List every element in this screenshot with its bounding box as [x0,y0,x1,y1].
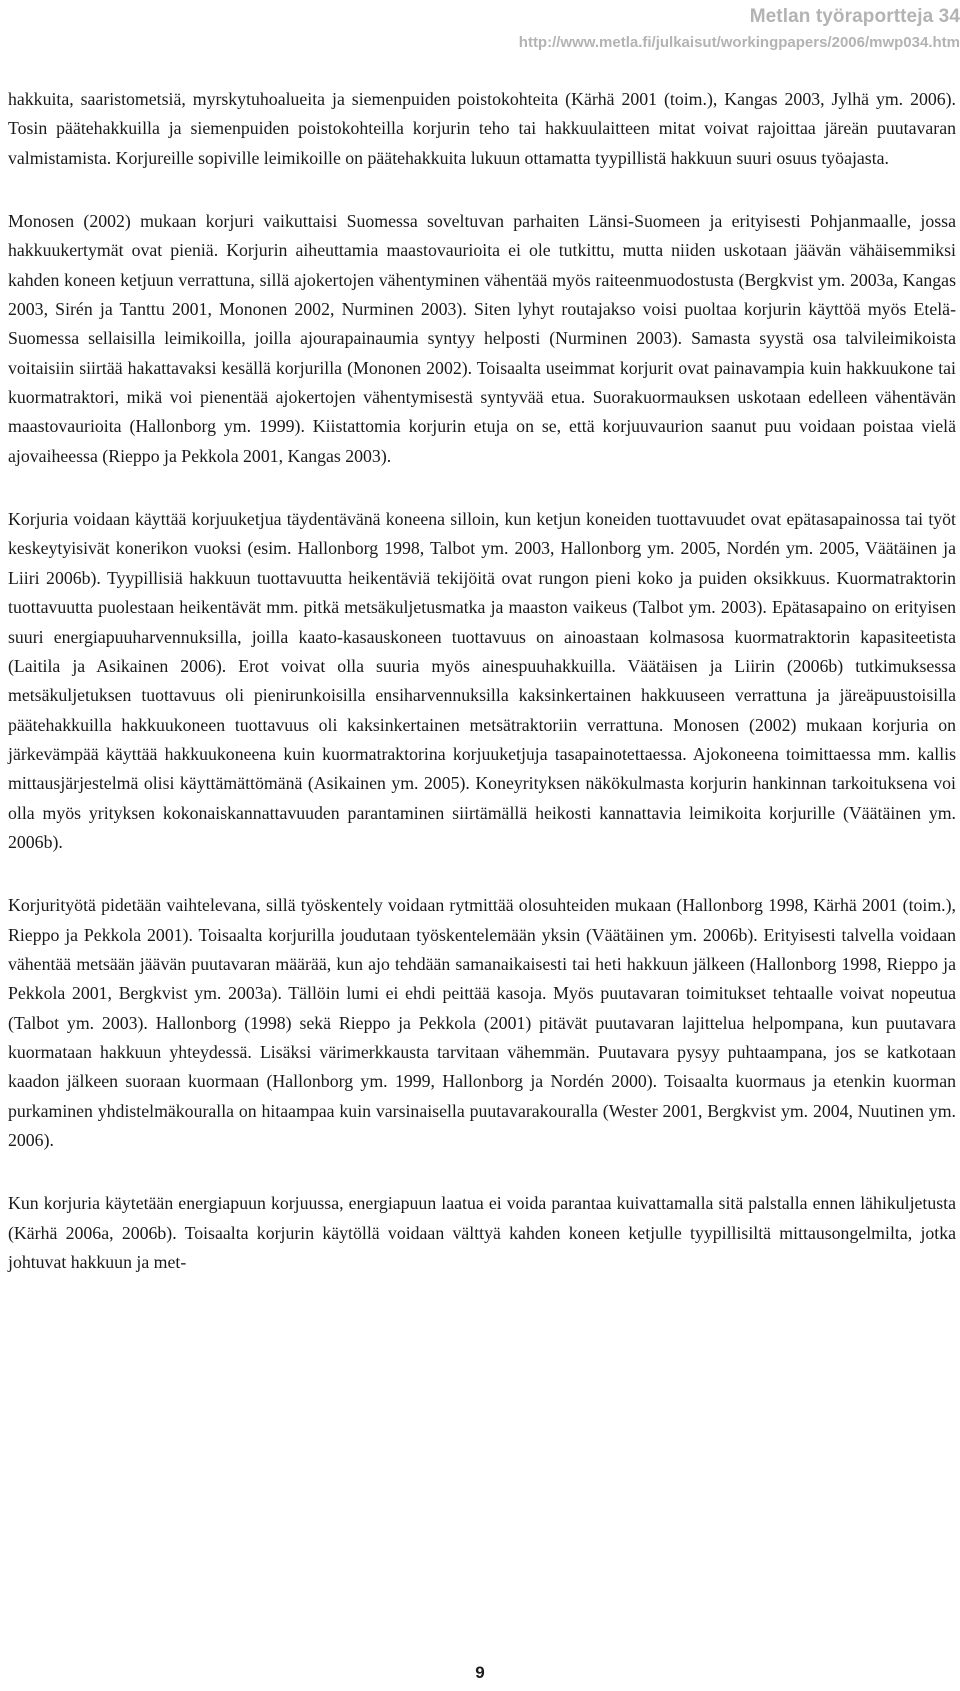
page-number: 9 [475,1663,485,1682]
paragraph-5: Kun korjuria käytetään energiapuun korjuussa, energiapuun laatua ei voida parantaa kuivattamalla sitä palstalla ennen lähikuljetusta (Kärhä 2006a, 2006b). Toisaalta korjurin käytöllä voidaan välttyä kahden koneen ketjulle tyypillisiltä mittausongelmilta, jotka johtuvat hakkuun ja met- [8,1193,956,1273]
series-title: Metlan työraportteja 34 [749,6,960,27]
paragraph-4: Korjurityötä pidetään vaihtelevana, sillä työskentely voidaan rytmittää olosuhteiden mukaan (Hallonborg 1998, Kärhä 2001 (toim.), Rieppo ja Pekkola 2001). Toisaalta korjurilla joudutaan työskentelemään yksin (Väätäinen ym. 2006b). Erityisesti talvella voidaan vähentää metsään jäävän puutavaran määrää, kun ajo tehdään samanaikaisesti tai heti hakkuun jälkeen (Hallonborg 1998, Rieppo ja Pekkola 2001, Bergkvist ym. 2003a). Tällöin lumi ei ehdi peittää kasoja. Myös puutavaran toimitukset tehtaalle voivat nopeutua (Talbot ym. 2003). Hallonborg (1998) sekä Rieppo ja Pekkola (2001) pitävät puutavaran lajittelua helpompana, kun puutavara kuormataan hakkuun yhteydessä. Lisäksi värimerkkausta tarvitaan vähemmän. Puutavara pysyy puhtaampana, jos se katkotaan kaadon jälkeen suoraan kuormaan (Hallonborg ym. 1999, Hallonborg ja Nordén 2000). Toisaalta kuormaus ja etenkin kuorman purkaminen yhdistelmäkouralla on hitaampaa kuin varsinaisella puutavarakouralla (Wester 2001, Bergkvist ym. 2004, Nuutinen ym. 2006). [8,895,956,1150]
header-url[interactable]: http://www.metla.fi/julkaisut/workingpapers/2006/mwp034.htm [518,34,960,51]
paragraph-1: hakkuita, saaristometsiä, myrskytuhoalueita ja siemenpuiden poistokohteita (Kärhä 2001 (toim.), Kangas 2003, Jylhä ym. 2006). Tosin päätehakkuilla ja siemenpuiden poistokohteilla korjurin teho tai hakkuulaitteen mitat voivat rajoittaa järeän puutavaran valmistamista. Korjureille sopiville leimikoille on päätehakkuita lukuun ottamatta tyypillistä hakkuun suuri osuus työajasta. [8,89,956,168]
paragraph-3: Korjuria voidaan käyttää korjuuketjua täydentävänä koneena silloin, kun ketjun koneiden tuottavuudet ovat epätasapainossa tai työt keskeytyisivät konerikon vuoksi (esim. Hallonborg 1998, Talbot ym. 2003, Hallonborg ym. 2005, Nordén ym. 2005, Väätäinen ja Liiri 2006b). Tyypillisiä hakkuun tuottavuutta heikentäviä tekijöitä ovat rungon pieni koko ja puiden oksikkuus. Kuormatraktorin tuottavuutta puolestaan heikentävät mm. pitkä metsäkuljetusmatka ja maaston vaikeus (Talbot ym. 2003). Epätasapaino on erityisen suuri energiapuuharvennuksilla, joilla kaato-kasauskoneen tuottavuus on ainoastaan kolmasosa kuormatraktorin kapasiteetista (Laitila ja Asikainen 2006). Erot voivat olla suuria myös ainespuuhakkuilla. Väätäisen ja Liirin (2006b) tutkimuksessa metsäkuljetuksen tuottavuus oli pienirunkoisilla ensiharvennuksilla kaksinkertainen hakkuuseen verrattuna ja järeäpuustoisilla päätehakkuilla hakkuukoneen tuottavuus oli kaksinkertainen metsätraktoriin verrattuna. Monosen (2002) mukaan korjuria on järkevämpää käyttää hakkuukoneena kuin kuormatraktorina korjuuketjuja tasapainotettaessa. Ajokoneena toimittaessa mm. kallis mittausjärjestelmä olisi käyttämättömänä (Asikainen ym. 2005). Koneyrityksen näkökulmasta korjurin hankinnan tarkoituksena voi olla myös yrityksen kokonaiskannattavuuden parantaminen siirtämällä heikosti kannattavia leimikoita korjurille (Väätäinen ym. 2006b). [8,509,956,852]
page-header [260,4,960,54]
body-text [8,83,956,1311]
paragraph-2: Monosen (2002) mukaan korjuri vaikuttaisi Suomessa soveltuvan parhaiten Länsi-Suomeen ja erityisesti Pohjanmaalle, jossa hakkuukertymät ovat pieniä. Korjurin aiheuttamia maastovaurioita ei ole tutkittu, mutta niiden uskotaan jäävän vähäisemmiksi kahden koneen ketjuun verrattuna, sillä ajokertojen vähentyminen vähentää myös raiteenmuodostusta (Bergkvist ym. 2003a, Kangas 2003, Sirén ja Tanttu 2001, Mononen 2002, Nurminen 2003). Siten lyhyt routajakso voisi puoltaa korjurin käyttöä myös Etelä-Suomessa sellaisilla leimikoilla, joilla ajourapainaumia syntyy helposti (Nurminen 2003). Samasta syystä osa talvileimikoista voitaisiin siirtää hakattavaksi kesällä korjurilla (Mononen 2002). Toisaalta useimmat korjurit ovat painavampia kuin hakkuukone tai kuormatraktori, mikä voi pienentää ajokertojen vähentymisestä syntyvää etua. Suorakuormauksen uskotaan edelleen vähentävän maastovaurioita (Hallonborg ym. 1999). Kiistattomia korjurin etuja on se, että korjuuvaurion saanut puu voidaan poistaa vielä ajovaiheessa (Rieppo ja Pekkola 2001, Kangas 2003). [8,211,956,466]
